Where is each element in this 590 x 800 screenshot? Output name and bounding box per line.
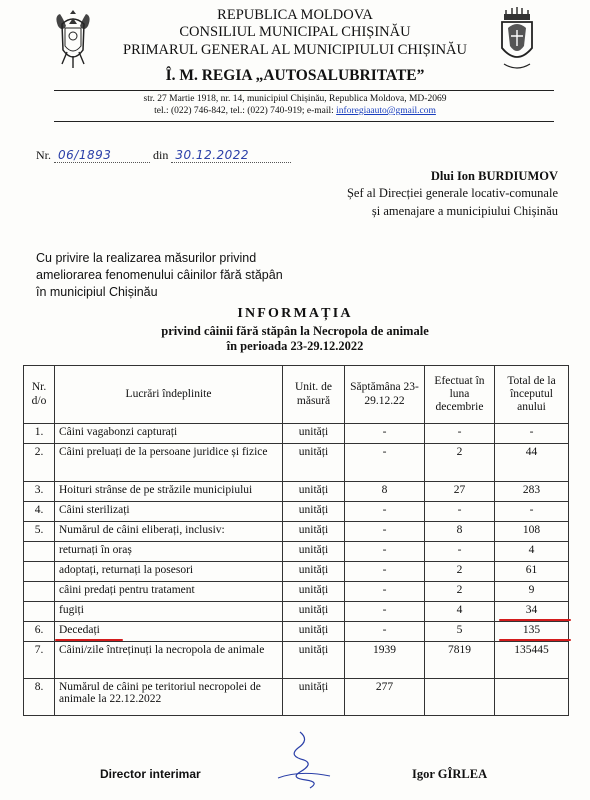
header-total: Total de la începutul anului — [495, 366, 569, 424]
table-row — [24, 562, 569, 582]
row-nr-cell — [24, 562, 55, 582]
recipient-surname: BURDIUMOV — [478, 169, 558, 183]
recipient-name-prefix: Dlui Ion — [430, 169, 479, 183]
header-nr: Nr. d/o — [24, 366, 55, 424]
row-work-cell: Câini sterilizați — [55, 502, 283, 522]
row-month-cell: 2 — [425, 562, 495, 582]
row-unit-cell: unități — [283, 562, 345, 582]
row-unit-cell: unități — [283, 542, 345, 562]
row-month-cell: 27 — [425, 482, 495, 502]
row-work-cell: Hoituri strânse de pe străzile municipiului — [55, 482, 283, 502]
enterprise-name: Î. M. REGIA „AUTOSALUBRITATE” — [165, 67, 425, 84]
row-nr-cell: 1. — [24, 424, 55, 444]
row-month-cell: 7819 — [425, 642, 495, 679]
row-total-cell: 283 — [495, 482, 569, 502]
row-total-cell — [495, 679, 569, 716]
recipient-name — [347, 168, 558, 185]
nr-label: Nr. — [36, 148, 51, 162]
table-row — [24, 444, 569, 482]
row-work-cell: fugiți — [55, 602, 283, 622]
row-month-cell: - — [425, 424, 495, 444]
din-label: din — [153, 148, 169, 162]
row-work-cell: returnați în oraș — [55, 542, 283, 562]
row-unit-cell: unități — [283, 622, 345, 642]
subject-line-1: Cu privire la realizarea măsurilor privind — [36, 251, 257, 265]
row-nr-cell: 7. — [24, 642, 55, 679]
row-month-cell: 8 — [425, 522, 495, 542]
row-week-cell: - — [345, 502, 425, 522]
table-row — [24, 424, 569, 444]
mayor-office-name: PRIMARUL GENERAL AL MUNICIPIULUI CHIȘINĂU — [123, 42, 467, 58]
row-unit-cell: unități — [283, 582, 345, 602]
row-total-cell: 34 — [495, 602, 569, 622]
row-work-cell: câini predați pentru tratament — [55, 582, 283, 602]
table-row — [24, 542, 569, 562]
row-total-cell: 135 — [495, 622, 569, 642]
row-unit-cell: unități — [283, 482, 345, 502]
address-divider — [54, 121, 554, 122]
row-work-cell: Câini vagabonzi capturați — [55, 424, 283, 444]
row-unit-cell: unități — [283, 642, 345, 679]
row-total-cell: 135445 — [495, 642, 569, 679]
table-row — [24, 642, 569, 679]
header-week: Săptămâna 23-29.12.22 — [345, 366, 425, 424]
header-month: Efectuat în luna decembrie — [425, 366, 495, 424]
table-row — [24, 602, 569, 622]
row-week-cell: - — [345, 444, 425, 482]
row-work-cell: Decedați — [55, 622, 283, 642]
row-week-cell: - — [345, 602, 425, 622]
row-week-cell: - — [345, 542, 425, 562]
row-nr-cell: 4. — [24, 502, 55, 522]
row-nr-cell — [24, 602, 55, 622]
annotation-underline-decedati-total — [499, 639, 571, 641]
row-month-cell: 2 — [425, 582, 495, 602]
row-nr-cell: 8. — [24, 679, 55, 716]
row-total-cell: 108 — [495, 522, 569, 542]
row-week-cell: 277 — [345, 679, 425, 716]
country-name: REPUBLICA MOLDOVA — [217, 7, 373, 23]
row-work-cell: Numărul de câini eliberați, inclusiv: — [55, 522, 283, 542]
annotation-underline-decedati-label — [55, 639, 123, 641]
row-week-cell: - — [345, 522, 425, 542]
subject-line-3: în municipiul Chișinău — [36, 284, 158, 299]
row-total-cell: - — [495, 502, 569, 522]
row-month-cell: 2 — [425, 444, 495, 482]
email-link[interactable]: inforegiaauto@gmail.com — [336, 106, 436, 116]
row-week-cell: - — [345, 562, 425, 582]
header-work: Lucrări îndeplinite — [55, 366, 283, 424]
row-month-cell: - — [425, 502, 495, 522]
nr-value: 06/1893 — [54, 148, 150, 163]
statistics-table — [23, 365, 569, 716]
phone-numbers: tel.: (022) 746-842, tel.: (022) 740-919; e-mail: — [154, 106, 337, 116]
table-row — [24, 502, 569, 522]
row-week-cell: - — [345, 424, 425, 444]
row-month-cell: 5 — [425, 622, 495, 642]
signatory-position: Director interimar — [100, 767, 201, 781]
document-subtitle: privind câinii fără stăpân la Necropola de animale — [161, 324, 429, 338]
document-period: în perioada 23-29.12.2022 — [226, 339, 364, 353]
row-work-cell: adoptați, returnați la posesori — [55, 562, 283, 582]
row-unit-cell: unități — [283, 424, 345, 444]
council-name: CONSILIUL MUNICIPAL CHIȘINĂU — [179, 24, 411, 40]
row-unit-cell: unități — [283, 502, 345, 522]
recipient-title: Șef al Direcției generale locativ-comunale — [346, 186, 558, 201]
row-nr-cell: 6. — [24, 622, 55, 642]
row-work-cell: Câini/zile întreținuți la necropola de animale — [55, 642, 283, 679]
row-unit-cell: unități — [283, 602, 345, 622]
row-total-cell: 9 — [495, 582, 569, 602]
table-row — [24, 482, 569, 502]
row-nr-cell — [24, 582, 55, 602]
row-unit-cell: unități — [283, 444, 345, 482]
reference-line — [36, 148, 291, 163]
table-row — [24, 582, 569, 602]
handwritten-signature-icon — [270, 726, 340, 796]
subject-block — [36, 250, 283, 301]
row-total-cell: 44 — [495, 444, 569, 482]
row-month-cell: - — [425, 542, 495, 562]
recipient-block — [347, 168, 558, 220]
row-unit-cell: unități — [283, 679, 345, 716]
header-unit: Unit. de măsură — [283, 366, 345, 424]
row-week-cell: - — [345, 622, 425, 642]
row-month-cell — [425, 679, 495, 716]
row-week-cell: 8 — [345, 482, 425, 502]
row-month-cell: 4 — [425, 602, 495, 622]
signatory-name: Igor GÎRLEA — [412, 767, 488, 781]
row-nr-cell: 3. — [24, 482, 55, 502]
row-work-cell: Numărul de câini pe teritoriul necropolei de animale la 22.12.2022 — [55, 679, 283, 716]
address-line: str. 27 Martie 1918, nr. 14, municipiul Chișinău, Republica Moldova, MD-2069 — [143, 94, 447, 104]
row-total-cell: 61 — [495, 562, 569, 582]
table-row — [24, 522, 569, 542]
row-week-cell: 1939 — [345, 642, 425, 679]
row-unit-cell: unități — [283, 522, 345, 542]
row-week-cell: - — [345, 582, 425, 602]
date-value: 30.12.2022 — [171, 148, 291, 163]
row-work-cell: Câini preluați de la persoane juridice și fizice — [55, 444, 283, 482]
row-nr-cell — [24, 542, 55, 562]
row-nr-cell: 5. — [24, 522, 55, 542]
row-nr-cell: 2. — [24, 444, 55, 482]
annotation-underline-fugiti-total — [499, 619, 571, 621]
row-total-cell: - — [495, 424, 569, 444]
document-title: INFORMAȚIA — [237, 306, 353, 321]
recipient-department: și amenajare a municipiului Chișinău — [371, 203, 558, 218]
header-divider — [54, 90, 554, 91]
subject-line-2: ameliorarea fenomenului câinilor fără stăpân — [36, 267, 283, 282]
contacts-line — [0, 107, 590, 117]
row-total-cell: 4 — [495, 542, 569, 562]
table-row — [24, 679, 569, 716]
